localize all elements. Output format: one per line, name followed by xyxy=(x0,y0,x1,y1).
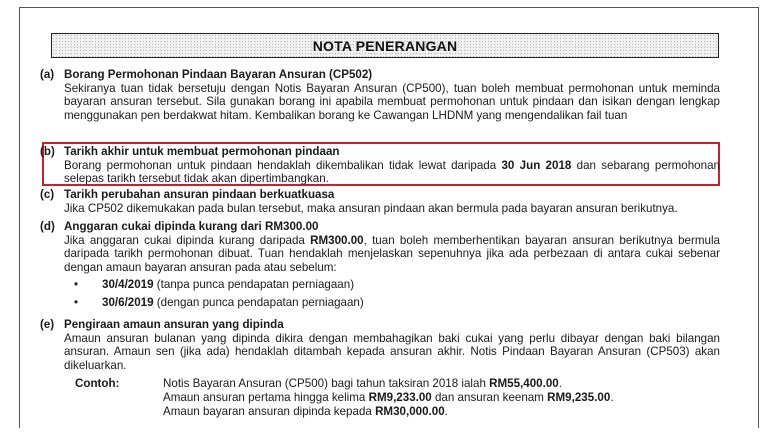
amount: RM9,233.00 xyxy=(368,390,432,404)
page-title: NOTA PENERANGAN xyxy=(312,37,458,54)
section-heading xyxy=(40,145,720,159)
body-text: Jika anggaran cukai dipinda kurang daripada xyxy=(64,233,311,247)
section-body: Sekiranya tuan tidak bersetuju dengan Notis Bayaran Ansuran (CP500), tuan boleh membuat permohonan untuk meminda bayaran ansuran tersebut. Sila gunakan borang ini apabila membuat permohonan untuk pindaan dan isikan dengan lengkap menggunakan pen berdakwat hitam. Kembalikan borang ke Cawangan LHDNM yang mengendalikan fail tuan xyxy=(64,81,720,122)
bullet-note: (tanpa punca pendapatan perniagaan) xyxy=(153,278,355,292)
section-letter: (a) xyxy=(40,68,55,81)
section-b xyxy=(40,145,720,186)
section-heading xyxy=(40,318,720,332)
example-label: Contoh: xyxy=(75,377,120,391)
section-a xyxy=(40,68,720,122)
example-line: Amaun bayaran ansuran dipinda kepada RM30,000.00. xyxy=(163,404,448,418)
section-heading xyxy=(40,188,720,202)
section-title: Borang Permohonan Pindaan Bayaran Ansuran (CP502) xyxy=(64,68,373,81)
body-text: Borang permohonan untuk pindaan hendaklah dikembalikan tidak lewat daripada xyxy=(64,158,502,172)
deadline-date: 30 Jun 2018 xyxy=(501,158,572,172)
example-line: Amaun ansuran pertama hingga kelima RM9,233.00 dan ansuran keenam RM9,235.00. xyxy=(163,390,614,404)
header-bar xyxy=(51,33,719,58)
section-letter: (c) xyxy=(40,188,55,201)
section-c xyxy=(40,188,720,215)
section-e xyxy=(40,318,720,418)
bullet-date: 30/6/2019 xyxy=(102,295,154,309)
bullet-icon: • xyxy=(74,278,79,292)
section-body: Jika CP502 dikemukakan pada bulan tersebut, maka ansuran pindaan akan bermula pada bayaran ansuran berikutnya. xyxy=(64,201,678,215)
example-line: Notis Bayaran Ansuran (CP500) bagi tahun taksiran 2018 ialah RM55,400.00. xyxy=(163,377,562,391)
section-title: Anggaran cukai dipinda kurang dari RM300.00 xyxy=(64,220,319,233)
list-item xyxy=(64,278,720,292)
section-body xyxy=(64,159,720,186)
section-letter: (b) xyxy=(40,145,55,158)
bullet-date: 30/4/2019 xyxy=(102,278,154,292)
section-heading xyxy=(40,68,720,82)
threshold-amount: RM300.00 xyxy=(310,233,364,247)
bullet-note: (dengan punca pendapatan perniagaan) xyxy=(153,295,364,309)
amount: RM30,000.00 xyxy=(375,404,445,418)
section-title: Tarikh akhir untuk membuat permohonan pindaan xyxy=(64,145,340,158)
section-letter: (d) xyxy=(40,220,55,233)
amount: RM55,400.00 xyxy=(489,377,559,391)
list-item xyxy=(64,296,720,310)
section-body xyxy=(64,234,720,275)
bullet-icon: • xyxy=(74,295,79,309)
example-block xyxy=(64,377,720,418)
section-title: Tarikh perubahan ansuran pindaan berkuatkuasa xyxy=(64,188,335,201)
date-list xyxy=(64,278,720,309)
section-title: Pengiraan amaun ansuran yang dipinda xyxy=(64,318,284,331)
section-body: Amaun ansuran bulanan yang dipinda dikira dengan membahagikan baki cukai yang perlu dibayar dengan baki bilangan ansuran. Amaun sen (jika ada) hendaklah ditambah kepada ansuran akhir. Notis Pindaan Bayaran Ansuran (CP503) akan dikeluarkan. xyxy=(64,331,720,372)
body-text: , tuan boleh memberhentikan bayaran ansuran berikutnya bermula daripada tarikh permohonan dibuat. Tuan hendaklah menjelaskan sepenuhnya jika ada perbezaan di antara cukai sebenar dengan amaun bayaran ansuran pada atau sebelum: xyxy=(64,233,720,274)
section-letter: (e) xyxy=(40,318,55,331)
body-text: dan sebarang permohonan selepas tarikh tersebut tidak akan dipertimbangkan. xyxy=(64,158,720,186)
section-heading xyxy=(40,220,720,234)
amount: RM9,235.00 xyxy=(547,390,611,404)
section-d xyxy=(40,220,720,314)
